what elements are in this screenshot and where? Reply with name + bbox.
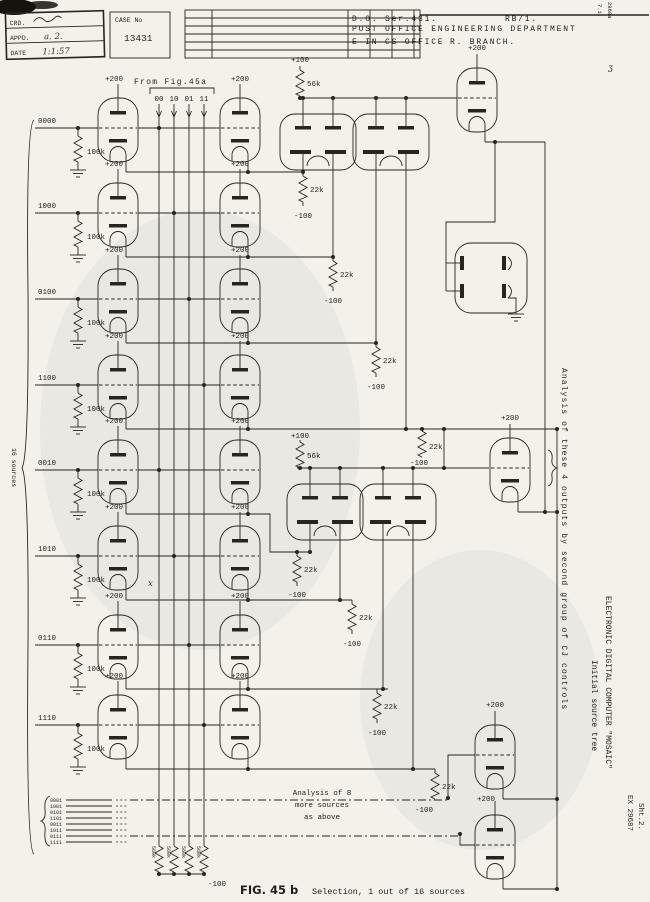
supply-label: +200: [230, 504, 250, 512]
row-code: 0110: [38, 635, 57, 643]
appd-signature: a. 2.: [43, 31, 63, 43]
supply-label: +200: [230, 333, 250, 341]
supply-label: +200: [104, 504, 124, 512]
row-code: 1101: [49, 816, 62, 822]
resistor-label: 22k: [383, 358, 397, 366]
figure-caption: [240, 883, 465, 897]
sheet-number: Sht.2.: [636, 803, 644, 831]
supply-label: +200: [104, 76, 124, 84]
bus-label-00: 00: [154, 96, 164, 104]
row-code: 1111: [49, 840, 62, 846]
anode-resistor-label: 56k: [307, 453, 321, 461]
resistor-label: 22k: [384, 704, 398, 712]
date-value: 1:1:57: [42, 46, 70, 58]
bus-source-label: From Fig.45a: [134, 78, 208, 87]
drawing-ref: RB/1.: [505, 15, 539, 24]
grid-resistor-label: 100k: [87, 746, 106, 754]
double-valve-icon: [353, 98, 429, 170]
supply-label: +200: [230, 247, 250, 255]
ground-icon: [70, 255, 86, 262]
row-code: 1011: [49, 828, 62, 834]
branch-name: R. BRANCH.: [450, 38, 517, 47]
anode-resistor-label: 56k: [307, 81, 321, 89]
grid-resistor-label: 100k: [87, 666, 106, 674]
resistor-label: 22k: [310, 187, 324, 195]
supply-label: +200: [104, 247, 124, 255]
supply-label: +200: [230, 418, 250, 426]
more-sources-brace: [41, 796, 50, 846]
grid-resistor-label: 100k: [87, 577, 106, 585]
resistor-label: 560k: [165, 846, 171, 859]
supply-label: +100: [290, 433, 310, 441]
ground-icon: [70, 687, 86, 694]
appd-label: APPD.: [9, 34, 30, 43]
ground-icon: [70, 767, 86, 774]
ground-icon: [70, 170, 86, 177]
supply-label: +200: [104, 418, 124, 426]
valve-icon: [220, 84, 260, 172]
row-code: 1000: [38, 203, 57, 211]
corner-marks: [596, 2, 613, 73]
load-resistor-1: [324, 257, 354, 306]
grid-resistor-label: 100k: [87, 234, 106, 242]
bus-label-11: 11: [199, 96, 209, 104]
double-valve-icon: [360, 468, 436, 540]
more-sources-note: as above: [303, 814, 341, 822]
grid-resistor-label: 100k: [87, 406, 106, 414]
figure-title: Selection, 1 out of 16 sources: [312, 887, 466, 897]
resistor-label: 560k: [180, 846, 186, 859]
supply-label: +100: [290, 57, 310, 65]
rail-label: -100: [323, 298, 343, 306]
crd-signature-scribble: [34, 16, 62, 22]
rail-label: -100: [208, 881, 227, 889]
valve-icon: [98, 681, 138, 769]
load-resistor-0: [294, 172, 324, 221]
row-code: 1110: [38, 715, 57, 723]
pencil-scribble: ʒ: [608, 63, 613, 73]
row-code: 0000: [38, 118, 57, 126]
rail-label: -100: [367, 730, 387, 738]
drawing-number: EX 29687: [625, 795, 633, 832]
crd-label: CRD.: [9, 19, 26, 28]
valve-icon: [457, 54, 497, 142]
row-code: 0101: [49, 810, 62, 816]
office-name: E-IN-CS OFFICE: [352, 38, 445, 47]
row-code: 0100: [38, 289, 57, 297]
row-code: 0111: [49, 834, 62, 840]
grid-resistor-label: 100k: [87, 491, 106, 499]
load-resistor-2: [367, 343, 397, 392]
resistor-label: 22k: [340, 272, 354, 280]
resistor-label: 560k: [150, 846, 156, 859]
rail-label: -100: [342, 641, 362, 649]
rail-label: -100: [366, 384, 386, 392]
department-name: POST OFFICE ENGINEERING DEPARTMENT: [352, 25, 577, 34]
rail-label: -100: [409, 460, 429, 468]
sources-count-label: 16 sources: [10, 448, 17, 488]
resistor-label: 22k: [429, 444, 443, 452]
row-code: 0010: [38, 460, 57, 468]
approval-stamp: [5, 11, 104, 60]
rail-label: -100: [414, 807, 434, 815]
supply-label: +200: [230, 673, 250, 681]
row-code: 0001: [49, 798, 62, 804]
more-sources-note: more sources: [294, 802, 350, 810]
outputs-annotation: Analysis of these 4 outputs by second group of CJ controls: [559, 368, 568, 711]
bus-label-10: 10: [169, 96, 179, 104]
corner-mark-date: 7.1.: [596, 4, 603, 18]
ground-icon: [508, 314, 524, 321]
case-label: CASE No: [115, 17, 143, 24]
case-number: 13431: [124, 33, 153, 44]
case-number-box: [110, 12, 170, 58]
load-resistor-5: [343, 600, 373, 649]
supply-label: +200: [485, 702, 505, 710]
office-heading: [352, 15, 576, 47]
supply-label: +200: [104, 333, 124, 341]
resistor-label: 22k: [359, 615, 373, 623]
drawing-serial: D.O. Ser.431.: [352, 15, 438, 24]
grid-resistor-label: 100k: [87, 149, 106, 157]
double-valve-icon: [280, 98, 356, 170]
row-code: 0011: [49, 822, 62, 828]
clamp-valve-icon: [455, 243, 527, 314]
more-sources-note: Analysis of 8: [292, 790, 352, 798]
rail-label: -100: [293, 213, 313, 221]
supply-label: +200: [476, 796, 496, 804]
row-code: 1010: [38, 546, 57, 554]
stray-mark: x: [148, 579, 153, 589]
resistor-label: 22k: [304, 567, 318, 575]
bus-bracket: [150, 88, 214, 94]
bus-label-01: 01: [184, 96, 194, 104]
supply-label: +200: [230, 76, 250, 84]
outputs-brace: [548, 450, 557, 486]
resistor-label: 560k: [195, 846, 201, 859]
date-label: DATE: [10, 49, 27, 58]
valve-icon: [220, 681, 260, 769]
sources-brace: [10, 120, 34, 854]
ground-icon: [70, 598, 86, 605]
row-code: 1001: [49, 804, 62, 810]
valve-icon: [98, 84, 138, 172]
valve-icon: [490, 424, 530, 512]
source-row-0000: [35, 76, 305, 177]
machine-title: ELECTRONIC DIGITAL COMPUTER "MOSAIC": [603, 596, 612, 769]
resistor-label: 22k: [442, 784, 456, 792]
row-code: 1100: [38, 375, 57, 383]
title-block: [5, 2, 649, 73]
bus-terminating-resistors: [150, 846, 227, 889]
figure-subtitle: Initial source tree: [589, 660, 598, 752]
supply-label: +200: [230, 593, 250, 601]
supply-label: +200: [104, 593, 124, 601]
load-resistor-3: [410, 429, 443, 468]
corner-mark-number: 2968a: [606, 2, 613, 19]
supply-label: +200: [467, 45, 487, 53]
supply-label: +200: [104, 161, 124, 169]
supply-label: +200: [500, 415, 520, 423]
supply-label: +200: [104, 673, 124, 681]
grid-resistor-label: 100k: [87, 320, 106, 328]
rail-label: -100: [287, 592, 307, 600]
figure-number: FIG. 45 b: [240, 883, 299, 897]
supply-label: +200: [230, 161, 250, 169]
source-stub-lines: [66, 800, 128, 842]
